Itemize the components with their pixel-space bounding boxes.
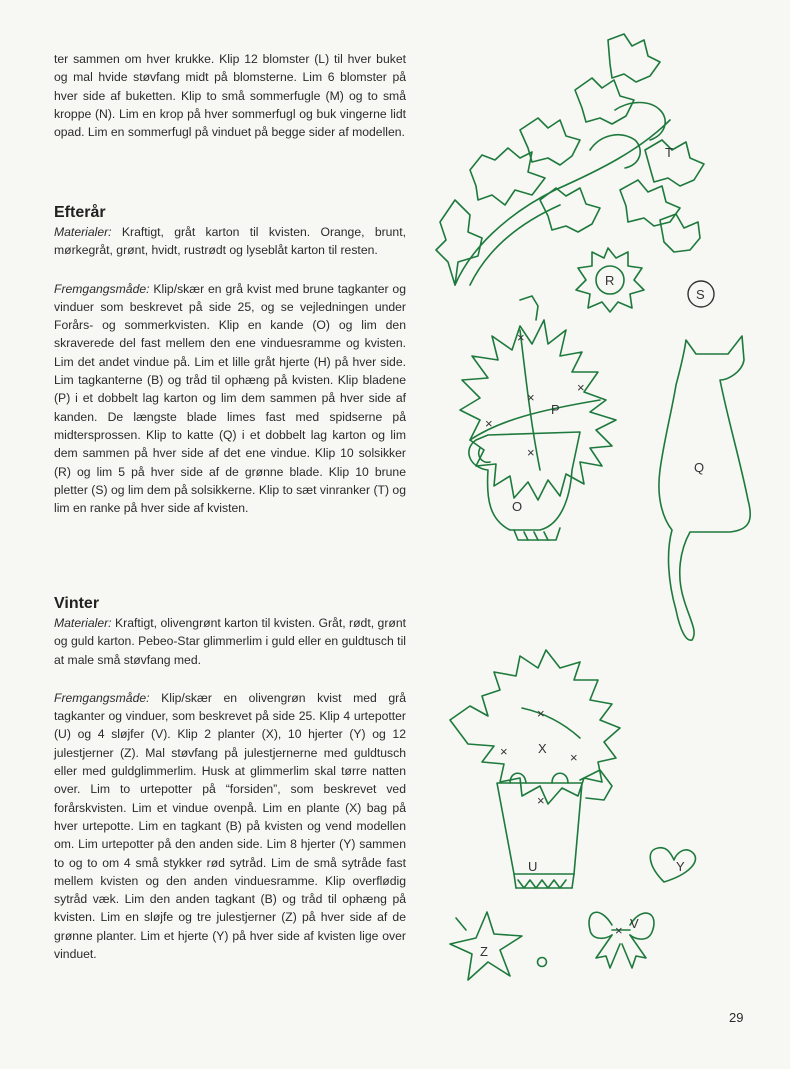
flower-pot-pattern-U <box>497 773 582 888</box>
svg-text:×: × <box>527 390 535 405</box>
cat-pattern-Q <box>659 336 750 640</box>
spot-pattern-S <box>688 281 714 307</box>
autumn-leaves-pattern-P <box>460 296 616 500</box>
sunflower-pattern-R <box>576 248 644 312</box>
method-label: Fremgangsmåde: <box>54 281 150 296</box>
label-O: O <box>512 499 523 514</box>
svg-text:×: × <box>485 416 493 431</box>
efterar-materials <box>54 223 406 260</box>
label-Y: Y <box>676 859 685 874</box>
label-U: U <box>528 859 538 874</box>
materials-label: Materialer: <box>54 225 112 239</box>
svg-text:×: × <box>577 380 585 395</box>
svg-text:×: × <box>537 706 545 721</box>
vinter-method <box>54 689 406 963</box>
svg-text:×: × <box>517 330 525 345</box>
bow-pattern-V <box>589 912 654 968</box>
svg-text:×: × <box>537 793 545 808</box>
method-text: Klip/skær en olivengrøn kvist med grå tagkanter og vinduer, som beskrevet på side 25. Klip 4 urtepotter (U) og 4 sløjfer (V). Klip 2 planter (X), 10 hjerter (Y) og 12 julestjerner (Z). Mal støvfang på julestjernerne med guldtusch eller med guldglimmerlim. Husk at glimmerlim skal tørre natten over. Lim to urtepotter på “forsiden”, som beskrevet ved forårskvisten. Lim et vindue ovenpå. Lim en plante (X) bag på hver urtepotte. Lim en tagkant (B) på kvisten og vend modellen om. Lim urtepotter på den anden side. Lim 8 hjerter (Y) sammen to og to om 4 små stykker rød sytråd. Lim de små sytråde fast mellem kvisten og den anden vinduesramme. Klip overflødig sytråd væk. Lim den anden tagkant (B) og tråd til ophæng på kvisten. Lim en sløjfe og tre julestjerner (Z) på hver side af de grønne planter. Lim et hjerte (Y) på hver side af kvisten lige over vinduet. <box>54 690 406 962</box>
jug-pattern-O <box>469 432 580 540</box>
vine-leaves-pattern-T <box>436 34 704 285</box>
section-heading-efterar: Efterår <box>54 204 106 221</box>
method-label: Fremgangsmåde: <box>54 690 150 705</box>
section-efterar <box>54 203 406 517</box>
svg-text:×: × <box>570 750 578 765</box>
intro-paragraph <box>54 50 406 141</box>
heart-pattern-Y <box>650 848 695 882</box>
svg-text:×: × <box>500 744 508 759</box>
section-heading-vinter: Vinter <box>54 595 100 612</box>
intro-text: ter sammen om hver krukke. Klip 12 blomster (L) til hver buket og mal hvide støvfang midt på blomsterne. Lim 6 blomster på hver side af buketten. Klip to små sommerfugle (M) og to små kroppe (N). Lim en krop på hver sommerfugl og buk vingerne lidt opad. Lim en sommerfugl på vinduet på begge sider af modellen. <box>54 52 406 140</box>
label-S: S <box>696 287 705 302</box>
label-T: T <box>665 145 673 160</box>
method-text: Klip/skær en grå kvist med brune tagkanter og vinduer som beskrevet på side 25, og se vejledningen under Forårs- og sommerkvisten. Klip en kande (O) og lim den skraverede del fast mellem den ene vinduesramme og kvisten. Lim det andet vindue på. Lim et lille gråt hjerte (H) på hver side. Lim tagkanterne (B) og tråd til ophæng på kvisten. Klip bladene (P) i et dobbelt lag karton og lim dem sammen på hver side af kanden. De længste blade limes fast med spidserne på midtersprossen. Klip to katte (Q) i et dobbelt lag karton og lim dem sammen på hver side af det ene vindue. Klip 10 solsikker (R) og lim 5 på hver side af de grønne blade. Klip 10 brune pletter (S) og lim dem på solsikkerne. Klip to sæt vinranker (T) og lim en ranke på hver side af kvisten. <box>54 281 406 516</box>
section-vinter <box>54 594 406 963</box>
materials-text: Kraftigt, olivengrønt karton til kvisten. Gråt, rødt, grønt og guld karton. Pebeo-Star glimmerlim i guld eller en guldtusch til at male små støvfang med. <box>54 616 406 667</box>
svg-text:×: × <box>615 923 623 938</box>
label-Z: Z <box>480 944 488 959</box>
small-circle-pattern <box>538 958 547 967</box>
label-V: V <box>630 916 639 931</box>
materials-label: Materialer: <box>54 616 112 630</box>
poinsettia-plant-pattern-X <box>450 650 620 808</box>
page-number: 29 <box>729 1010 744 1025</box>
label-Q: Q <box>694 460 705 475</box>
label-R: R <box>605 273 615 288</box>
label-X: X <box>538 741 547 756</box>
vinter-materials <box>54 614 406 669</box>
label-P: P <box>551 402 560 417</box>
svg-text:×: × <box>527 445 535 460</box>
materials-text: Kraftigt, gråt karton til kvisten. Orange, brunt, mørkegråt, grønt, hvidt, rustrødt og lyseblåt karton til resten. <box>54 225 406 258</box>
efterar-method <box>54 280 406 518</box>
star-pattern-Z <box>450 912 522 980</box>
